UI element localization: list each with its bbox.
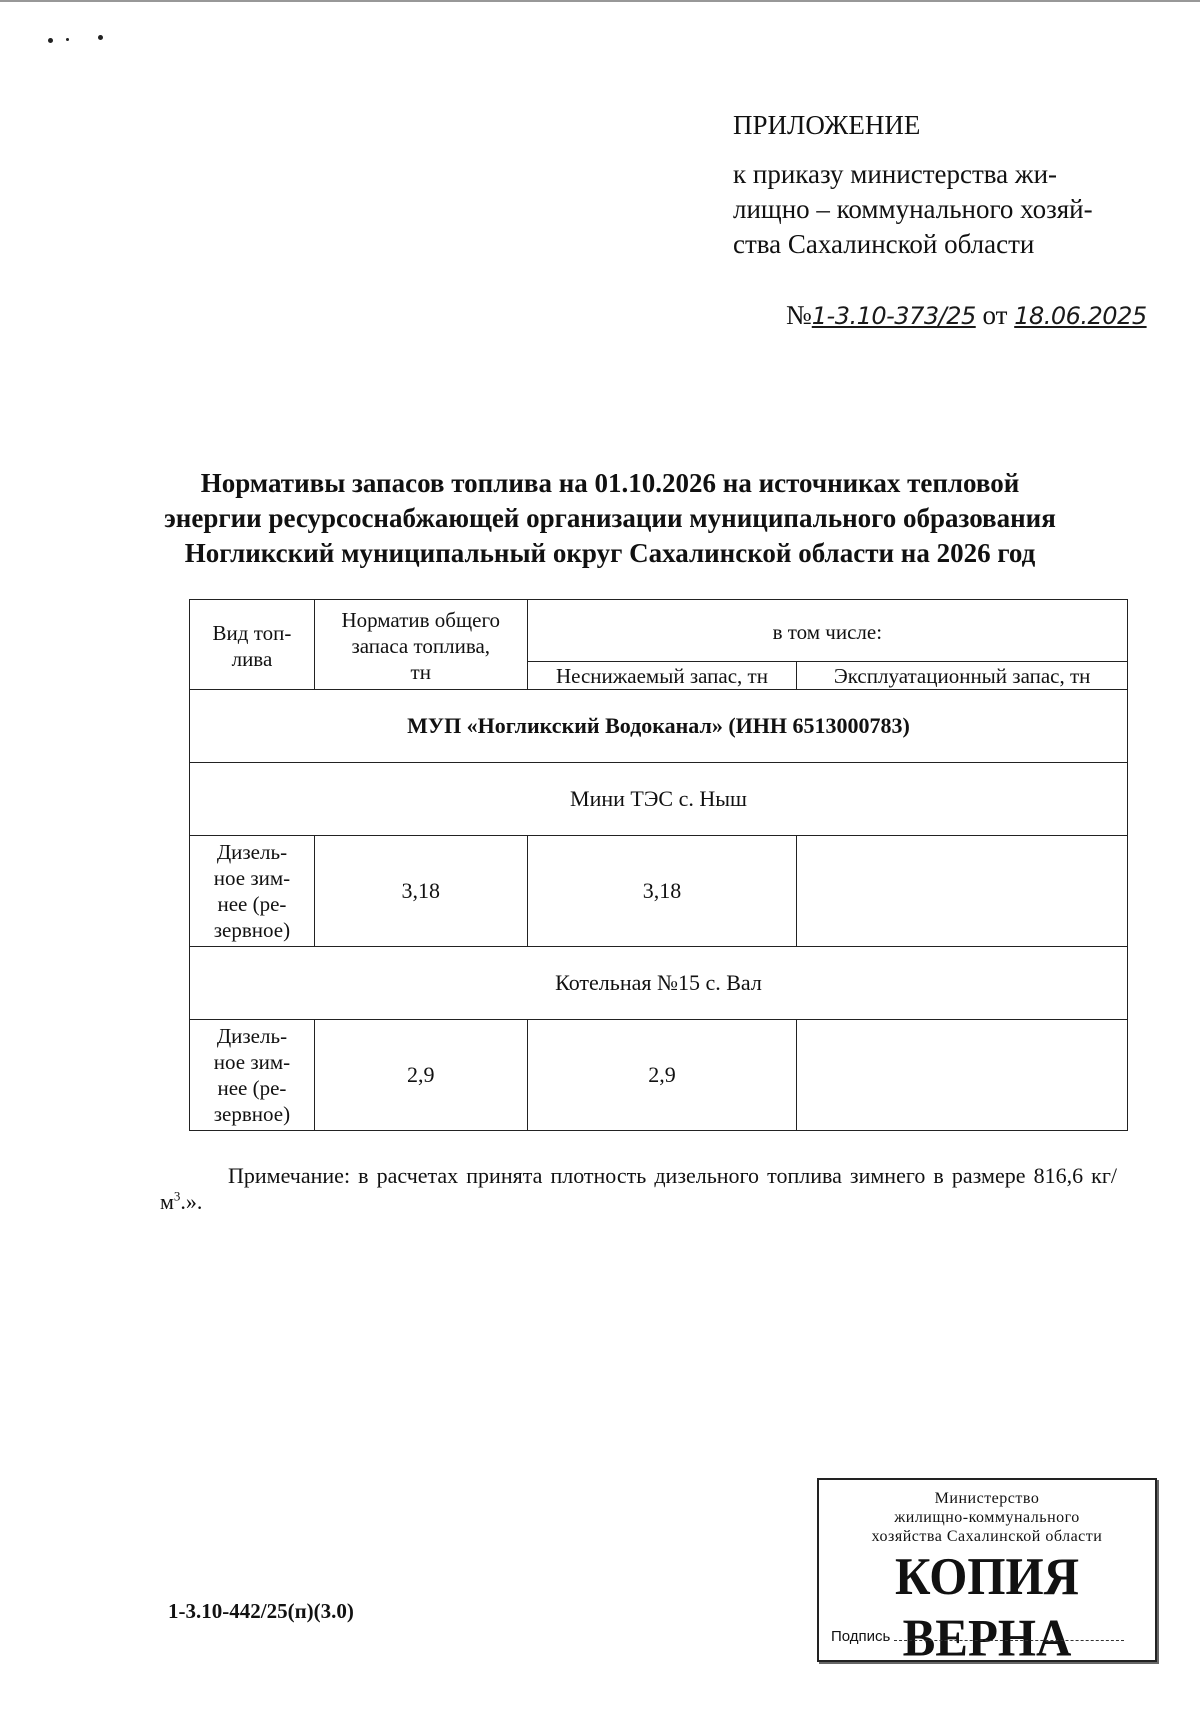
header-irreducible: Неснижаемый запас, тн bbox=[527, 662, 797, 690]
table-row-source bbox=[190, 947, 1128, 1020]
stamp-signature-label: Подпись bbox=[831, 1628, 891, 1645]
operational-cell bbox=[797, 1020, 1128, 1131]
note-text: Примечание: в расчетах принята плотность дизельного топлива зимнего в размере 816,6 кг/м bbox=[160, 1163, 1117, 1214]
source-name: Котельная №15 с. Вал bbox=[190, 947, 1128, 1020]
operational-cell bbox=[797, 836, 1128, 947]
fuel-norms-table bbox=[189, 599, 1128, 1131]
scan-edge bbox=[0, 0, 1200, 2]
scan-speck bbox=[98, 35, 103, 40]
appendix-title: ПРИЛОЖЕНИЕ bbox=[733, 110, 921, 140]
stamp-main-text: КОПИЯ ВЕРНА bbox=[894, 1546, 1080, 1668]
appendix-text: к приказу министерства жи- лищно – коммунального хозяй- ства Сахалинской области bbox=[733, 159, 1093, 259]
header-including: в том числе: bbox=[527, 600, 1127, 662]
stamp-ministry: Министерство жилищно-коммунального хозяйства Сахалинской области bbox=[871, 1490, 1103, 1545]
certified-copy-stamp bbox=[817, 1478, 1157, 1668]
source-name: Мини ТЭС с. Ныш bbox=[190, 763, 1128, 836]
table-row-data bbox=[190, 836, 1128, 947]
appendix-block bbox=[733, 108, 1133, 262]
header-fuel-type: Вид топ- лива bbox=[190, 600, 315, 690]
scan-speck bbox=[66, 38, 69, 41]
total-norm-cell: 2,9 bbox=[314, 1020, 527, 1131]
irreducible-cell: 3,18 bbox=[527, 836, 797, 947]
table-row-organization bbox=[190, 690, 1128, 763]
signature-line bbox=[894, 1640, 1124, 1641]
total-norm-cell: 3,18 bbox=[314, 836, 527, 947]
irreducible-cell: 2,9 bbox=[527, 1020, 797, 1131]
fuel-type-cell: Дизель- ное зим- нее (ре- зервное) bbox=[190, 836, 315, 947]
header-total-norm: Норматив общего запаса топлива, тн bbox=[314, 600, 527, 690]
stamp-signature-field bbox=[831, 1628, 1124, 1645]
document-number: 1-3.10-442/25(п)(3.0) bbox=[168, 1599, 354, 1623]
note-paragraph bbox=[160, 1163, 1117, 1215]
order-number-prefix: № bbox=[786, 300, 812, 330]
order-date-prefix: от bbox=[982, 300, 1008, 330]
table-row-source bbox=[190, 763, 1128, 836]
fuel-type-cell: Дизель- ное зим- нее (ре- зервное) bbox=[190, 1020, 315, 1131]
order-reference bbox=[786, 300, 1147, 331]
organization-name: МУП «Ногликский Водоканал» (ИНН 6513000783) bbox=[190, 690, 1128, 763]
note-superscript: 3 bbox=[173, 1188, 181, 1204]
table-row-data bbox=[190, 1020, 1128, 1131]
order-number: 1-3.10-373/25 bbox=[811, 302, 976, 330]
order-date: 18.06.2025 bbox=[1014, 302, 1147, 330]
scan-speck bbox=[48, 38, 53, 43]
document-title: Нормативы запасов топлива на 01.10.2026 на источниках тепловой энергии ресурсоснабжающей организации муниципального образования Ногликский муниципальный округ Сахалинской области на 2026 год bbox=[164, 468, 1056, 568]
header-operational: Эксплуатационный запас, тн bbox=[797, 662, 1128, 690]
table-header-row bbox=[190, 600, 1128, 662]
note-tail: .». bbox=[180, 1189, 203, 1214]
